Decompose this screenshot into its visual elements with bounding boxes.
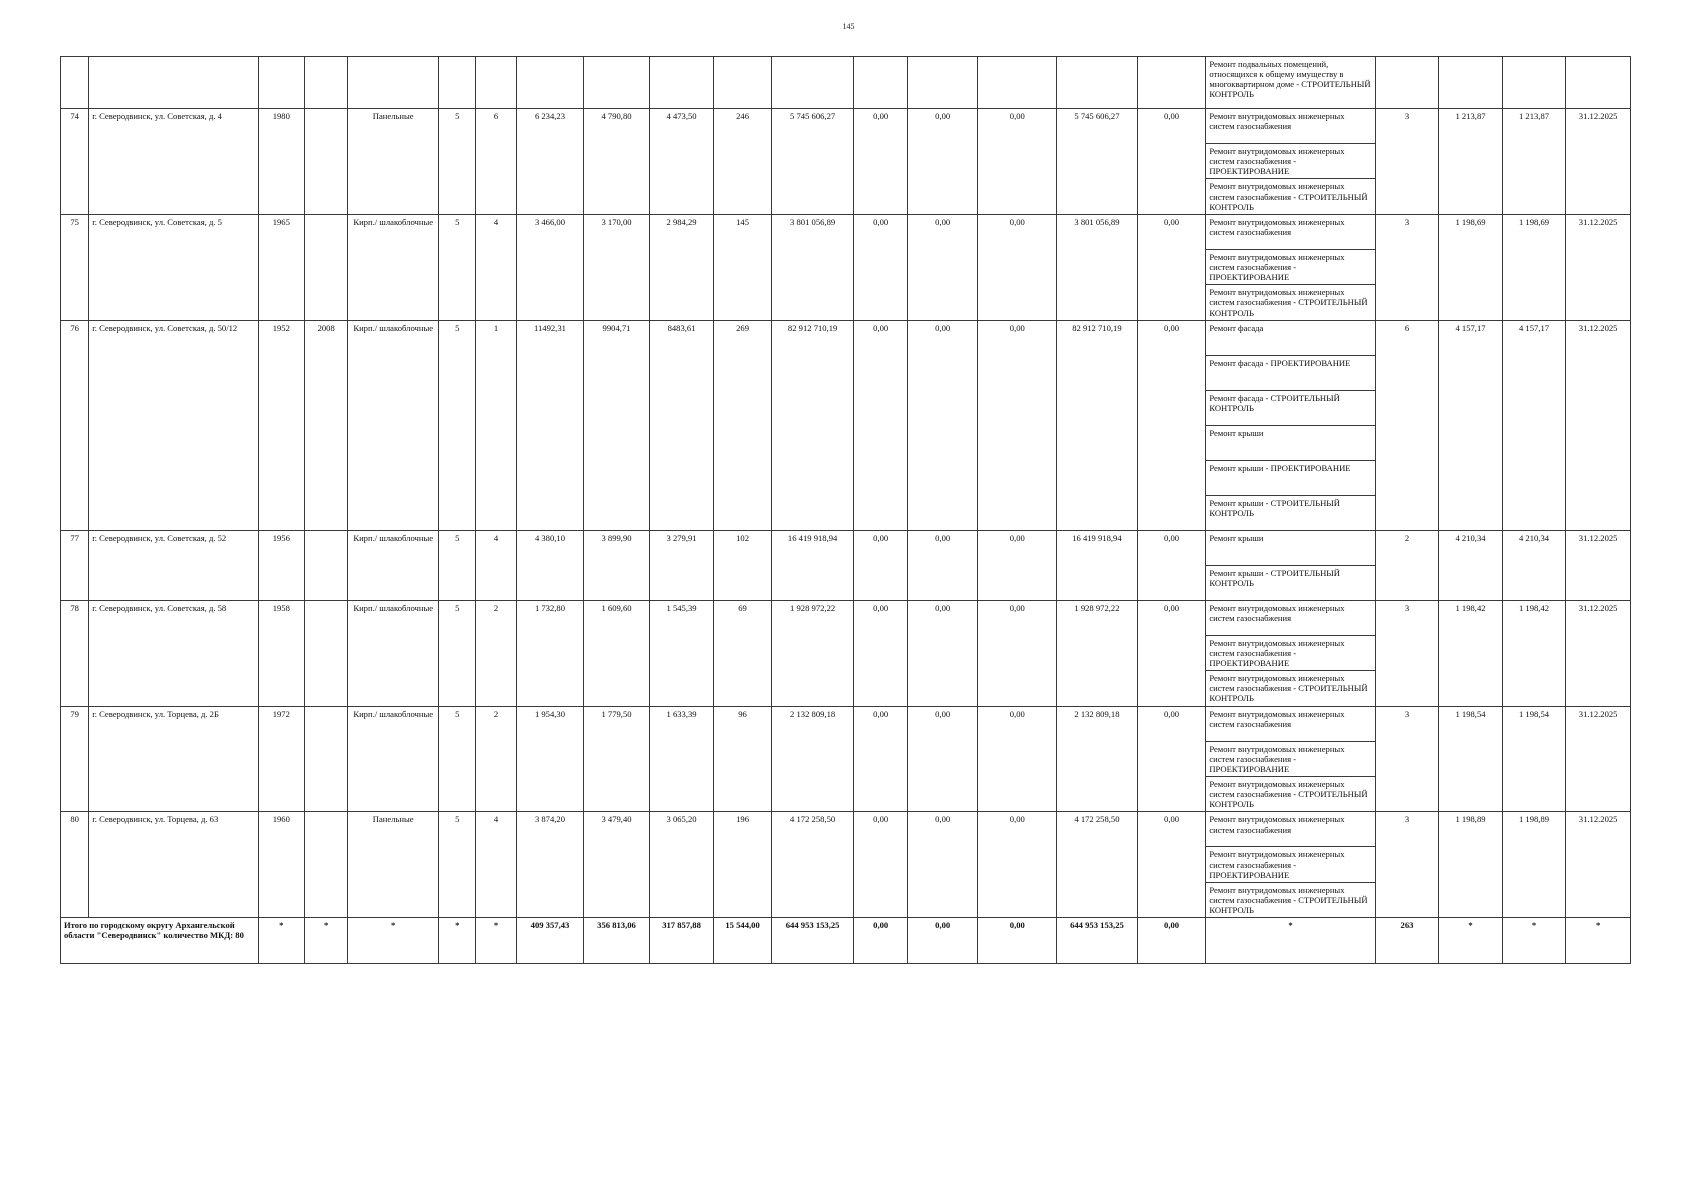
other-fund-cell: 0,00 <box>1137 214 1206 320</box>
empty-cell <box>439 57 476 109</box>
total-area-cell: 3 466,00 <box>516 214 584 320</box>
federal-fund-cell: 0,00 <box>854 109 907 215</box>
total-owners-fund-cell: 644 953 153,25 <box>1057 918 1138 964</box>
residential-area-cell: 4 473,50 <box>649 109 714 215</box>
regional-fund-cell: 0,00 <box>907 706 978 812</box>
total-specific-cost-cell: * <box>1439 918 1503 964</box>
total-floors-cell: * <box>439 918 476 964</box>
total-work-type-cell: * <box>1206 918 1375 964</box>
total-area-cell: 3 874,20 <box>516 812 584 918</box>
deadline-cell: 31.12.2025 <box>1566 320 1631 530</box>
wall-material-cell: Кирп./ шлакоблочные <box>348 600 439 706</box>
work-type-cell: Ремонт внутридомовых инженерных систем газоснабжения - СТРОИТЕЛЬНЫЙ КОНТРОЛЬ <box>1206 671 1375 706</box>
empty-cell <box>1439 57 1503 109</box>
local-fund-cell: 0,00 <box>978 600 1057 706</box>
max-cost-cell: 4 210,34 <box>1502 530 1566 600</box>
address-cell: г. Северодвинск, ул. Советская, д. 52 <box>89 530 258 600</box>
wall-material-cell: Панельные <box>348 109 439 215</box>
regional-fund-cell: 0,00 <box>907 214 978 320</box>
other-fund-cell: 0,00 <box>1137 706 1206 812</box>
total-year-reconstruction-cell: * <box>304 918 347 964</box>
premises-area-cell: 3 479,40 <box>584 812 650 918</box>
total-entrances-cell: * <box>476 918 516 964</box>
wall-material-cell: Кирп./ шлакоблочные <box>348 706 439 812</box>
total-cost-cell: 2 132 809,18 <box>771 706 854 812</box>
work-type-cell: Ремонт крыши - СТРОИТЕЛЬНЫЙ КОНТРОЛЬ <box>1206 495 1375 530</box>
empty-cell <box>516 57 584 109</box>
works-count-cell: 3 <box>1375 214 1439 320</box>
address-cell: г. Северодвинск, ул. Торцева, д. 63 <box>89 812 258 918</box>
wall-material-cell: Кирп./ шлакоблочные <box>348 320 439 530</box>
work-type-cell: Ремонт внутридомовых инженерных систем газоснабжения <box>1206 214 1375 249</box>
wall-material-cell: Кирп./ шлакоблочные <box>348 214 439 320</box>
row-number-cell: 78 <box>61 600 89 706</box>
works-count-cell: 3 <box>1375 812 1439 918</box>
owners-fund-cell: 3 801 056,89 <box>1057 214 1138 320</box>
residential-area-cell: 1 545,39 <box>649 600 714 706</box>
specific-cost-cell: 1 198,89 <box>1439 812 1503 918</box>
local-fund-cell: 0,00 <box>978 706 1057 812</box>
specific-cost-cell: 1 213,87 <box>1439 109 1503 215</box>
total-area-cell: 6 234,23 <box>516 109 584 215</box>
empty-cell <box>1137 57 1206 109</box>
address-cell: г. Северодвинск, ул. Советская, д. 50/12 <box>89 320 258 530</box>
floors-cell: 5 <box>439 214 476 320</box>
entrances-cell: 4 <box>476 214 516 320</box>
total-area-cell: 1 954,30 <box>516 706 584 812</box>
max-cost-cell: 4 157,17 <box>1502 320 1566 530</box>
row-number-cell: 77 <box>61 530 89 600</box>
premises-area-cell: 9904,71 <box>584 320 650 530</box>
work-type-cell: Ремонт внутридомовых инженерных систем газоснабжения - СТРОИТЕЛЬНЫЙ КОНТРОЛЬ <box>1206 882 1375 917</box>
works-count-cell: 2 <box>1375 530 1439 600</box>
wall-material-cell: Панельные <box>348 812 439 918</box>
total-regional-fund-cell: 0,00 <box>907 918 978 964</box>
year-reconstruction-cell <box>304 109 347 215</box>
total-deadline-cell: * <box>1566 918 1631 964</box>
row-number-cell: 74 <box>61 109 89 215</box>
work-type-cell: Ремонт фасада <box>1206 320 1375 355</box>
deadline-cell: 31.12.2025 <box>1566 812 1631 918</box>
year-built-cell: 1972 <box>258 706 304 812</box>
total-cost-cell: 82 912 710,19 <box>771 320 854 530</box>
empty-cell <box>649 57 714 109</box>
premises-area-cell: 1 609,60 <box>584 600 650 706</box>
local-fund-cell: 0,00 <box>978 812 1057 918</box>
local-fund-cell: 0,00 <box>978 109 1057 215</box>
floors-cell: 5 <box>439 109 476 215</box>
federal-fund-cell: 0,00 <box>854 812 907 918</box>
total-max-cost-cell: * <box>1502 918 1566 964</box>
deadline-cell: 31.12.2025 <box>1566 706 1631 812</box>
total-area-cell: 1 732,80 <box>516 600 584 706</box>
other-fund-cell: 0,00 <box>1137 530 1206 600</box>
entrances-cell: 4 <box>476 530 516 600</box>
empty-cell <box>61 57 89 109</box>
premises-area-cell: 3 899,90 <box>584 530 650 600</box>
residential-area-cell: 3 065,20 <box>649 812 714 918</box>
total-cost-cell: 5 745 606,27 <box>771 109 854 215</box>
floors-cell: 5 <box>439 600 476 706</box>
year-reconstruction-cell <box>304 530 347 600</box>
deadline-cell: 31.12.2025 <box>1566 600 1631 706</box>
empty-cell <box>304 57 347 109</box>
max-cost-cell: 1 198,54 <box>1502 706 1566 812</box>
year-reconstruction-cell <box>304 812 347 918</box>
empty-cell <box>714 57 771 109</box>
entrances-cell: 4 <box>476 812 516 918</box>
total-cost-cell: 16 419 918,94 <box>771 530 854 600</box>
empty-cell <box>476 57 516 109</box>
owners-fund-cell: 2 132 809,18 <box>1057 706 1138 812</box>
specific-cost-cell: 1 198,69 <box>1439 214 1503 320</box>
work-type-cell: Ремонт внутридомовых инженерных систем газоснабжения - ПРОЕКТИРОВАНИЕ <box>1206 249 1375 284</box>
table-body <box>61 57 1631 964</box>
residents-cell: 145 <box>714 214 771 320</box>
table-row <box>61 109 1631 144</box>
total-federal-fund-cell: 0,00 <box>854 918 907 964</box>
local-fund-cell: 0,00 <box>978 214 1057 320</box>
entrances-cell: 2 <box>476 600 516 706</box>
empty-cell <box>1502 57 1566 109</box>
total-year-built-cell: * <box>258 918 304 964</box>
year-built-cell: 1958 <box>258 600 304 706</box>
works-count-cell: 3 <box>1375 109 1439 215</box>
row-number-cell: 80 <box>61 812 89 918</box>
year-reconstruction-cell <box>304 214 347 320</box>
premises-area-cell: 4 790,80 <box>584 109 650 215</box>
total-area-cell: 4 380,10 <box>516 530 584 600</box>
max-cost-cell: 1 198,89 <box>1502 812 1566 918</box>
other-fund-cell: 0,00 <box>1137 109 1206 215</box>
empty-cell <box>584 57 650 109</box>
table-row <box>61 530 1631 565</box>
regional-fund-cell: 0,00 <box>907 530 978 600</box>
address-cell: г. Северодвинск, ул. Советская, д. 58 <box>89 600 258 706</box>
address-cell: г. Северодвинск, ул. Советская, д. 5 <box>89 214 258 320</box>
page-number: 145 <box>842 22 855 31</box>
residents-cell: 102 <box>714 530 771 600</box>
work-type-cell: Ремонт внутридомовых инженерных систем газоснабжения <box>1206 706 1375 741</box>
empty-cell <box>1057 57 1138 109</box>
row-number-cell: 76 <box>61 320 89 530</box>
repair-program-table <box>60 56 1631 964</box>
work-type-cell: Ремонт внутридомовых инженерных систем газоснабжения - ПРОЕКТИРОВАНИЕ <box>1206 144 1375 179</box>
federal-fund-cell: 0,00 <box>854 706 907 812</box>
total-local-fund-cell: 0,00 <box>978 918 1057 964</box>
empty-cell <box>89 57 258 109</box>
specific-cost-cell: 1 198,42 <box>1439 600 1503 706</box>
work-type-cell: Ремонт крыши <box>1206 425 1375 460</box>
empty-cell <box>907 57 978 109</box>
max-cost-cell: 1 198,69 <box>1502 214 1566 320</box>
work-type-cell: Ремонт внутридомовых инженерных систем газоснабжения - ПРОЕКТИРОВАНИЕ <box>1206 635 1375 670</box>
floors-cell: 5 <box>439 530 476 600</box>
empty-cell <box>771 57 854 109</box>
residents-cell: 69 <box>714 600 771 706</box>
work-type-cell: Ремонт подвальных помещений, относящихся к общему имуществу в многоквартирном доме - СТРОИТЕЛЬНЫЙ КОНТРОЛЬ <box>1206 57 1375 109</box>
regional-fund-cell: 0,00 <box>907 812 978 918</box>
work-type-cell: Ремонт фасада - СТРОИТЕЛЬНЫЙ КОНТРОЛЬ <box>1206 390 1375 425</box>
empty-cell <box>348 57 439 109</box>
total-wall-material-cell: * <box>348 918 439 964</box>
total-label-cell: Итого по городскому округу Архангельской области "Северодвинск" количество МКД: 80 <box>61 918 259 964</box>
residential-area-cell: 2 984,29 <box>649 214 714 320</box>
total-residents-cell: 15 544,00 <box>714 918 771 964</box>
work-type-cell: Ремонт крыши - СТРОИТЕЛЬНЫЙ КОНТРОЛЬ <box>1206 565 1375 600</box>
empty-cell <box>258 57 304 109</box>
year-reconstruction-cell: 2008 <box>304 320 347 530</box>
year-built-cell: 1965 <box>258 214 304 320</box>
year-reconstruction-cell <box>304 600 347 706</box>
work-type-cell: Ремонт внутридомовых инженерных систем газоснабжения - СТРОИТЕЛЬНЫЙ КОНТРОЛЬ <box>1206 179 1375 214</box>
deadline-cell: 31.12.2025 <box>1566 214 1631 320</box>
max-cost-cell: 1 198,42 <box>1502 600 1566 706</box>
other-fund-cell: 0,00 <box>1137 812 1206 918</box>
total-residential-area-cell: 317 857,88 <box>649 918 714 964</box>
empty-cell <box>978 57 1057 109</box>
specific-cost-cell: 4 157,17 <box>1439 320 1503 530</box>
work-type-cell: Ремонт внутридомовых инженерных систем газоснабжения - ПРОЕКТИРОВАНИЕ <box>1206 741 1375 776</box>
carry-over-row <box>61 57 1631 109</box>
empty-cell <box>1375 57 1439 109</box>
entrances-cell: 6 <box>476 109 516 215</box>
total-cost-cell: 3 801 056,89 <box>771 214 854 320</box>
year-built-cell: 1980 <box>258 109 304 215</box>
residents-cell: 269 <box>714 320 771 530</box>
floors-cell: 5 <box>439 320 476 530</box>
owners-fund-cell: 4 172 258,50 <box>1057 812 1138 918</box>
total-total-cost-cell: 644 953 153,25 <box>771 918 854 964</box>
residents-cell: 246 <box>714 109 771 215</box>
work-type-cell: Ремонт внутридомовых инженерных систем газоснабжения - СТРОИТЕЛЬНЫЙ КОНТРОЛЬ <box>1206 285 1375 320</box>
other-fund-cell: 0,00 <box>1137 320 1206 530</box>
table-row <box>61 600 1631 635</box>
residential-area-cell: 1 633,39 <box>649 706 714 812</box>
work-type-cell: Ремонт крыши <box>1206 530 1375 565</box>
max-cost-cell: 1 213,87 <box>1502 109 1566 215</box>
regional-fund-cell: 0,00 <box>907 600 978 706</box>
local-fund-cell: 0,00 <box>978 530 1057 600</box>
other-fund-cell: 0,00 <box>1137 600 1206 706</box>
total-other-fund-cell: 0,00 <box>1137 918 1206 964</box>
federal-fund-cell: 0,00 <box>854 600 907 706</box>
total-cost-cell: 1 928 972,22 <box>771 600 854 706</box>
total-works-count-cell: 263 <box>1375 918 1439 964</box>
year-built-cell: 1956 <box>258 530 304 600</box>
residents-cell: 96 <box>714 706 771 812</box>
federal-fund-cell: 0,00 <box>854 530 907 600</box>
deadline-cell: 31.12.2025 <box>1566 109 1631 215</box>
work-type-cell: Ремонт внутридомовых инженерных систем газоснабжения - СТРОИТЕЛЬНЫЙ КОНТРОЛЬ <box>1206 776 1375 811</box>
work-type-cell: Ремонт фасада - ПРОЕКТИРОВАНИЕ <box>1206 355 1375 390</box>
work-type-cell: Ремонт внутридомовых инженерных систем газоснабжения - ПРОЕКТИРОВАНИЕ <box>1206 847 1375 882</box>
work-type-cell: Ремонт крыши - ПРОЕКТИРОВАНИЕ <box>1206 460 1375 495</box>
total-area-cell: 11492,31 <box>516 320 584 530</box>
works-count-cell: 3 <box>1375 600 1439 706</box>
table-row <box>61 812 1631 847</box>
residential-area-cell: 3 279,91 <box>649 530 714 600</box>
floors-cell: 5 <box>439 812 476 918</box>
specific-cost-cell: 4 210,34 <box>1439 530 1503 600</box>
empty-cell <box>854 57 907 109</box>
regional-fund-cell: 0,00 <box>907 109 978 215</box>
floors-cell: 5 <box>439 706 476 812</box>
table-row <box>61 706 1631 741</box>
owners-fund-cell: 5 745 606,27 <box>1057 109 1138 215</box>
owners-fund-cell: 82 912 710,19 <box>1057 320 1138 530</box>
deadline-cell: 31.12.2025 <box>1566 530 1631 600</box>
year-built-cell: 1952 <box>258 320 304 530</box>
row-number-cell: 79 <box>61 706 89 812</box>
regional-fund-cell: 0,00 <box>907 320 978 530</box>
total-total-area-cell: 409 357,43 <box>516 918 584 964</box>
works-count-cell: 3 <box>1375 706 1439 812</box>
entrances-cell: 1 <box>476 320 516 530</box>
year-reconstruction-cell <box>304 706 347 812</box>
work-type-cell: Ремонт внутридомовых инженерных систем газоснабжения <box>1206 600 1375 635</box>
local-fund-cell: 0,00 <box>978 320 1057 530</box>
owners-fund-cell: 16 419 918,94 <box>1057 530 1138 600</box>
residential-area-cell: 8483,61 <box>649 320 714 530</box>
works-count-cell: 6 <box>1375 320 1439 530</box>
wall-material-cell: Кирп./ шлакоблочные <box>348 530 439 600</box>
premises-area-cell: 1 779,50 <box>584 706 650 812</box>
federal-fund-cell: 0,00 <box>854 214 907 320</box>
total-cost-cell: 4 172 258,50 <box>771 812 854 918</box>
premises-area-cell: 3 170,00 <box>584 214 650 320</box>
row-number-cell: 75 <box>61 214 89 320</box>
work-type-cell: Ремонт внутридомовых инженерных систем газоснабжения <box>1206 109 1375 144</box>
owners-fund-cell: 1 928 972,22 <box>1057 600 1138 706</box>
residents-cell: 196 <box>714 812 771 918</box>
table-row <box>61 214 1631 249</box>
year-built-cell: 1960 <box>258 812 304 918</box>
total-row <box>61 918 1631 964</box>
federal-fund-cell: 0,00 <box>854 320 907 530</box>
empty-cell <box>1566 57 1631 109</box>
specific-cost-cell: 1 198,54 <box>1439 706 1503 812</box>
address-cell: г. Северодвинск, ул. Торцева, д. 2Б <box>89 706 258 812</box>
entrances-cell: 2 <box>476 706 516 812</box>
address-cell: г. Северодвинск, ул. Советская, д. 4 <box>89 109 258 215</box>
table-row <box>61 320 1631 355</box>
total-premises-area-cell: 356 813,06 <box>584 918 650 964</box>
work-type-cell: Ремонт внутридомовых инженерных систем газоснабжения <box>1206 812 1375 847</box>
